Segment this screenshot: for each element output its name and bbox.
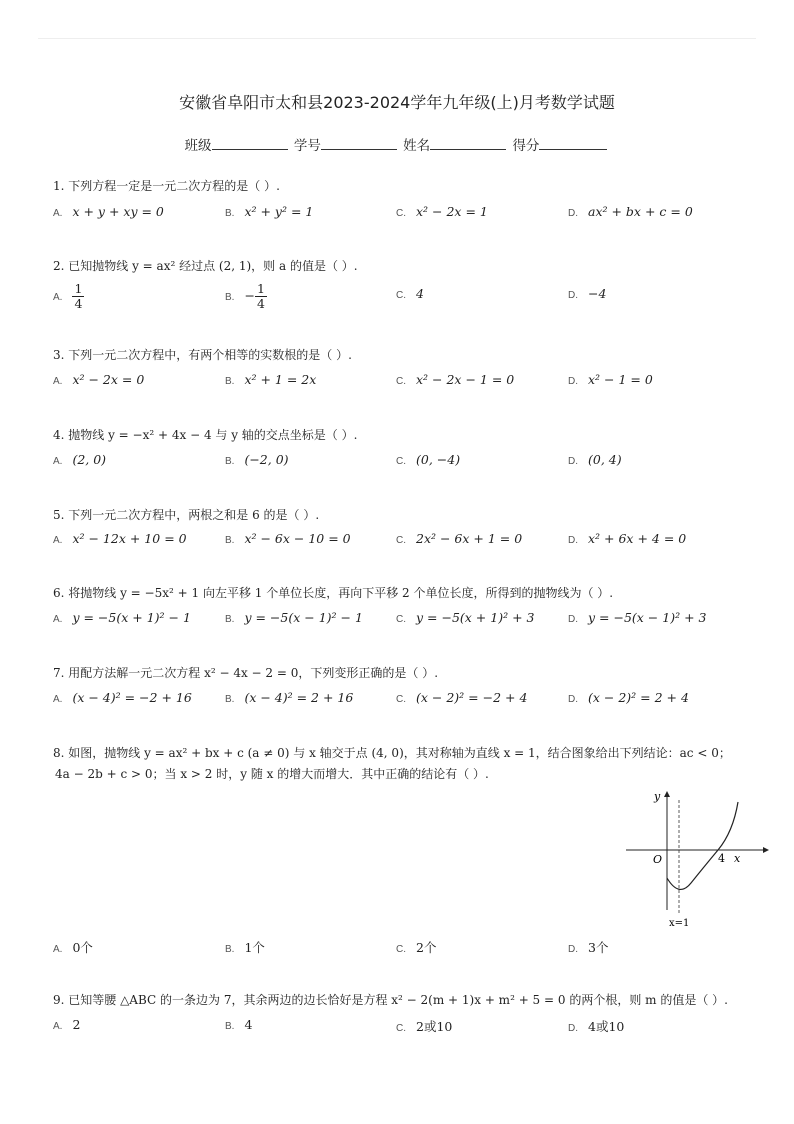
q5-option-c[interactable]: C. 2x² − 6x + 1 = 0 bbox=[396, 531, 523, 546]
number-label: 学号 bbox=[293, 138, 321, 154]
q8-option-a[interactable]: A. 0个 bbox=[53, 940, 93, 955]
q6-option-c[interactable]: C. y = −5(x + 1)² + 3 bbox=[396, 610, 535, 625]
page-title: 安徽省阜阳市太和县2023-2024学年九年级(上)月考数学试题 bbox=[179, 93, 615, 112]
q3-option-d[interactable]: D. x² − 1 = 0 bbox=[568, 372, 653, 387]
q9-option-c[interactable]: C. 2或10 bbox=[396, 1019, 453, 1034]
parabola-curve bbox=[667, 802, 738, 889]
question-5: 5. 下列一元二次方程中，两根之和是 6 的是（ ）. bbox=[53, 508, 320, 522]
q2-option-b[interactable]: B. − $\frac{1}{4}$ bbox=[225, 281, 265, 311]
q5-option-b[interactable]: B. x² − 6x − 10 = 0 bbox=[225, 531, 351, 546]
x-axis-label: x bbox=[734, 852, 741, 865]
question-8-options bbox=[53, 938, 753, 958]
question-6-options bbox=[53, 610, 753, 630]
question-4-options bbox=[53, 452, 753, 472]
q7-option-b[interactable]: B. (x − 4)² = 2 + 16 bbox=[225, 690, 354, 705]
q4-option-a[interactable]: A. (2, 0) bbox=[53, 452, 107, 467]
question-9-options bbox=[53, 1017, 753, 1037]
q6-option-b[interactable]: B. y = −5(x − 1)² − 1 bbox=[225, 610, 363, 625]
q6-option-d[interactable]: D. y = −5(x − 1)² + 3 bbox=[568, 610, 707, 625]
question-7-options bbox=[53, 690, 753, 710]
q9-option-b[interactable]: B. 4 bbox=[225, 1017, 253, 1032]
root-label: 4 bbox=[718, 852, 725, 865]
question-6: 6. 将抛物线 y = −5x² + 1 向左平移 1 个单位长度，再向下平移 2 个单位长度，所得到的抛物线为（ ）. bbox=[53, 586, 614, 600]
parabola-figure bbox=[622, 788, 772, 930]
question-2-options bbox=[53, 282, 753, 316]
q5-option-d[interactable]: D. x² + 6x + 4 = 0 bbox=[568, 531, 687, 546]
q8-option-b[interactable]: B. 1个 bbox=[225, 940, 265, 955]
q7-option-c[interactable]: C. (x − 2)² = −2 + 4 bbox=[396, 690, 528, 705]
question-5-options bbox=[53, 531, 753, 551]
q9-option-a[interactable]: A. 2 bbox=[53, 1017, 81, 1032]
fraction-minus-one-quarter: $\frac{1}{4}$ bbox=[256, 281, 265, 311]
q1-option-b[interactable]: B. x² + y² = 1 bbox=[225, 204, 314, 219]
question-4: 4. 抛物线 y = −x² + 4x − 4 与 y 轴的交点坐标是（ ）. bbox=[53, 428, 358, 442]
score-label: 得分 bbox=[512, 138, 540, 154]
q4-option-c[interactable]: C. (0, −4) bbox=[396, 452, 461, 467]
q2-option-c[interactable]: C. 4 bbox=[396, 286, 424, 301]
score-blank[interactable] bbox=[539, 135, 607, 150]
question-1: 1. 下列方程一定是一元二次方程的是（ ）. bbox=[53, 179, 280, 193]
class-blank[interactable] bbox=[212, 135, 288, 150]
student-info-line bbox=[0, 134, 794, 154]
question-8: 8. 如图，抛物线 y = ax² + bx + c (a ≠ 0) 与 x 轴交于点 (4, 0)，其对称轴为直线 x = 1，结合图象给出下列结论：ac < 0； 4a − 2b + c > 0；当 x > 2 时，y 随 x 的增大而增大．其中正确的结论有（ ）. bbox=[53, 746, 731, 781]
q1-option-d[interactable]: D. ax² + bx + c = 0 bbox=[568, 204, 693, 219]
q9-option-d[interactable]: D. 4或10 bbox=[568, 1019, 625, 1034]
number-blank[interactable] bbox=[321, 135, 397, 150]
top-rule bbox=[38, 38, 756, 39]
name-blank[interactable] bbox=[430, 135, 506, 150]
question-3: 3. 下列一元二次方程中，有两个相等的实数根的是（ ）. bbox=[53, 348, 352, 362]
y-axis-label: y bbox=[654, 790, 661, 803]
question-1-options bbox=[53, 204, 753, 224]
q1-option-c[interactable]: C. x² − 2x = 1 bbox=[396, 204, 488, 219]
q4-option-b[interactable]: B. (−2, 0) bbox=[225, 452, 289, 467]
q3-option-a[interactable]: A. x² − 2x = 0 bbox=[53, 372, 145, 387]
q5-option-a[interactable]: A. x² − 12x + 10 = 0 bbox=[53, 531, 187, 546]
name-label: 姓名 bbox=[403, 138, 431, 154]
q7-option-a[interactable]: A. (x − 4)² = −2 + 16 bbox=[53, 690, 192, 705]
question-2: 2. 已知抛物线 y = ax² 经过点 (2, 1)，则 a 的值是（ ）. bbox=[53, 259, 358, 273]
class-label: 班级 bbox=[184, 138, 212, 154]
q8-option-c[interactable]: C. 2个 bbox=[396, 940, 437, 955]
q3-option-b[interactable]: B. x² + 1 = 2x bbox=[225, 372, 317, 387]
q1-option-a[interactable]: A. x + y + xy = 0 bbox=[53, 204, 164, 219]
q4-option-d[interactable]: D. (0, 4) bbox=[568, 452, 622, 467]
q2-option-a[interactable]: A. $\frac{1}{4}$ bbox=[53, 281, 83, 311]
fraction-one-quarter: $\frac{1}{4}$ bbox=[74, 281, 83, 311]
question-7: 7. 用配方法解一元二次方程 x² − 4x − 2 = 0，下列变形正确的是（ ）. bbox=[53, 666, 439, 680]
q2-option-d[interactable]: D. −4 bbox=[568, 286, 607, 301]
q8-option-d[interactable]: D. 3个 bbox=[568, 940, 609, 955]
symmetry-axis-label: x=1 bbox=[669, 918, 690, 929]
question-3-options bbox=[53, 372, 753, 392]
origin-label: O bbox=[653, 853, 663, 866]
q3-option-c[interactable]: C. x² − 2x − 1 = 0 bbox=[396, 372, 515, 387]
q6-option-a[interactable]: A. y = −5(x + 1)² − 1 bbox=[53, 610, 191, 625]
question-9: 9. 已知等腰 △ABC 的一条边为 7，其余两边的边长恰好是方程 x² − 2(m + 1)x + m² + 5 = 0 的两个根，则 m 的值是（ ）. bbox=[53, 993, 728, 1007]
q7-option-d[interactable]: D. (x − 2)² = 2 + 4 bbox=[568, 690, 689, 705]
